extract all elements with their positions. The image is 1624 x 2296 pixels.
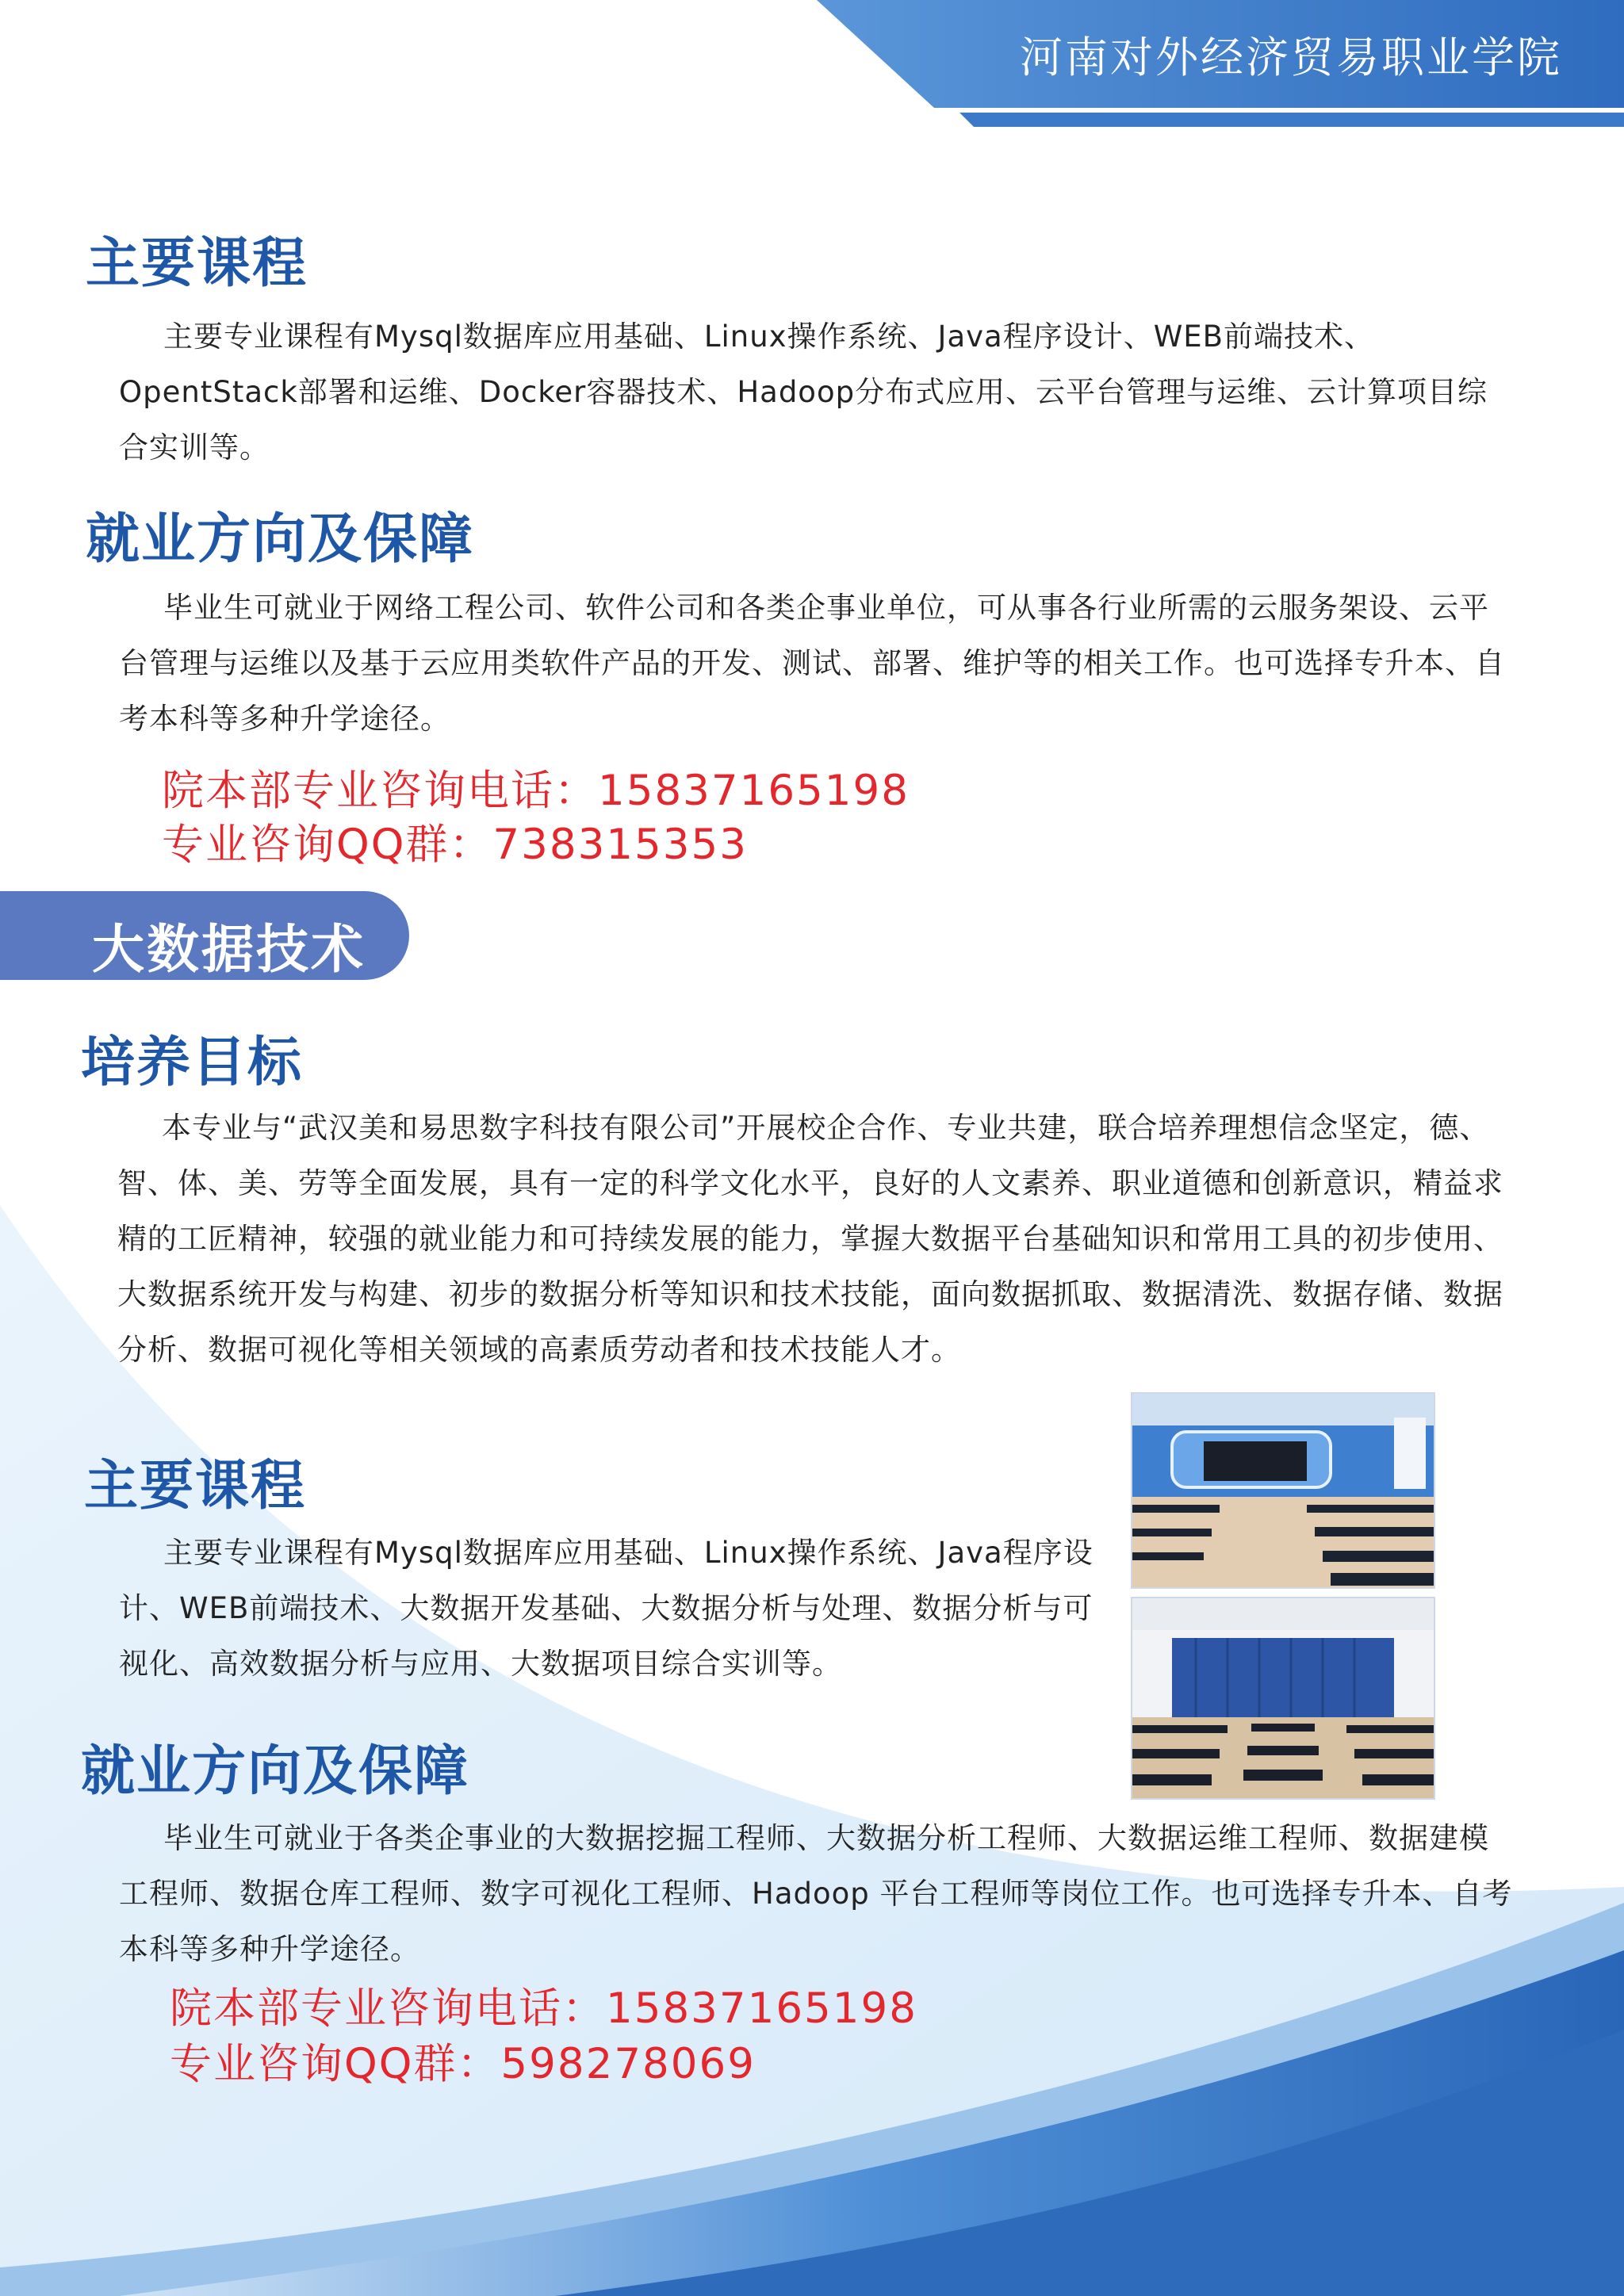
- goal-text: 本专业与“武汉美和易思数字科技有限公司”开展校企合作、专业共建，联合培养理想信念坚定，德、智、体、美、劳等全面发展，具有一定的科学文化水平，良好的人文素养、职业道德和创新意识，精益求精的工匠精神，较强的就业能力和可持续发展的能力，掌握大数据平台基础知识和常用工具的初步使用、大数据系统开发与构建、初步的数据分析等知识和技术技能，面向数据抓取、数据清洗、数据存储、数据分析、数据可视化等相关领域的高素质劳动者和技术技能人才。: [117, 1111, 1503, 1367]
- courses-heading-2: 主要课程: [84, 1455, 307, 1517]
- employment-text: 毕业生可就业于网络工程公司、软件公司和各类企事业单位，可从事各行业所需的云服务架设、云平台管理与运维以及基于云应用类软件产品的开发、测试、部署、维护等的相关工作。也可选择专升本、自考本科等多种升学途径。: [119, 591, 1505, 736]
- contact-qq-2: 专业咨询QQ群：598278069: [170, 2040, 756, 2088]
- employment-paragraph-2: [119, 1811, 1516, 1977]
- program-title: 大数据技术: [92, 919, 366, 980]
- employment-heading-2: 就业方向及保障: [81, 1740, 470, 1803]
- goal-paragraph: [117, 1100, 1515, 1378]
- employment-paragraph: [119, 580, 1515, 747]
- goal-heading: 培养目标: [81, 1031, 304, 1094]
- contact-phone-2: 院本部专业咨询电话：15837165198: [170, 1984, 917, 2033]
- courses-paragraph-2: [119, 1525, 1094, 1692]
- contact-phone: 院本部专业咨询电话：15837165198: [162, 767, 910, 815]
- courses-text: 主要专业课程有Mysql数据库应用基础、Linux操作系统、Java程序设计、WEB前端技术、OpentStack部署和运维、Docker容器技术、Hadoop分布式应用、云平台管理与运维、云计算项目综合实训等。: [119, 320, 1488, 465]
- employment-text-2: 毕业生可就业于各类企事业的大数据挖掘工程师、大数据分析工程师、大数据运维工程师、数据建模工程师、数据仓库工程师、数字可视化工程师、Hadoop 平台工程师等岗位工作。也可选择专升本、自考本科等多种升学途径。: [119, 1821, 1513, 1966]
- computer-lab-photo-1: [1131, 1392, 1435, 1589]
- courses-heading: 主要课程: [86, 232, 308, 295]
- employment-heading: 就业方向及保障: [86, 508, 475, 571]
- contact-qq: 专业咨询QQ群：738315353: [162, 821, 748, 869]
- courses-text-2: 主要专业课程有Mysql数据库应用基础、Linux操作系统、Java程序设计、WEB前端技术、大数据开发基础、大数据分析与处理、数据分析与可视化、高效数据分析与应用、大数据项目综合实训等。: [119, 1536, 1094, 1681]
- computer-lab-photo-2: [1131, 1597, 1435, 1800]
- courses-paragraph: [119, 309, 1515, 476]
- college-name: 河南对外经济贸易职业学院: [1020, 33, 1562, 82]
